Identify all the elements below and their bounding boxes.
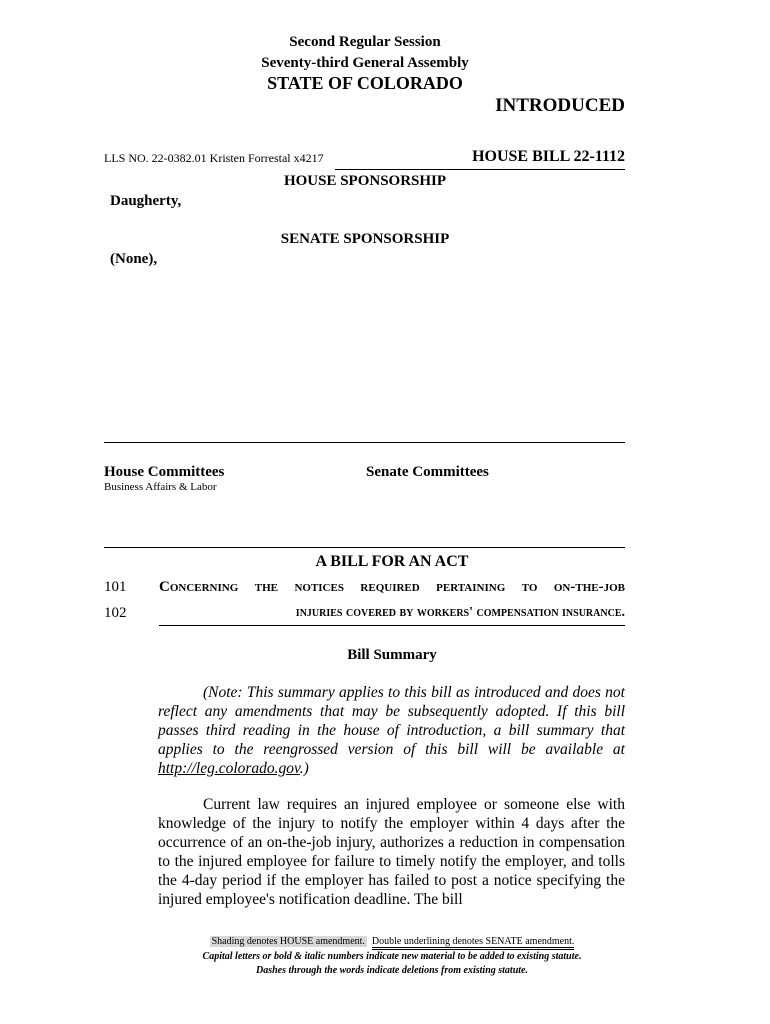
leg-colorado-link[interactable]: http://leg.colorado.gov — [158, 760, 300, 777]
senate-sponsorship-heading: SENATE SPONSORSHIP — [280, 231, 450, 247]
bill-title-line: Concerning the notices required pertaining to on-the-job — [159, 579, 625, 595]
bill-title-line: injuries covered by workers' compensation insurance. — [295, 605, 625, 620]
house-shading-note: Shading denotes HOUSE amendment. — [211, 936, 365, 947]
line-number: 101 — [104, 579, 127, 595]
house-committees-heading: House Committees — [104, 464, 225, 480]
footer-new-material-note: Capital letters or bold & italic numbers indicate new material to be added to existing statute. — [202, 951, 582, 962]
bill-heading: A BILL FOR AN ACT — [315, 553, 469, 570]
assembly-label: Seventy-third General Assembly — [261, 55, 469, 71]
house-sponsor: Daugherty, — [110, 193, 182, 209]
house-sponsorship-heading: HOUSE SPONSORSHIP — [283, 173, 447, 189]
title-underline — [159, 625, 625, 626]
summary-note-end: .) — [299, 760, 309, 777]
senate-sponsor: (None), — [110, 251, 158, 267]
senate-committees-heading: Senate Committees — [366, 464, 489, 480]
summary-note — [158, 683, 625, 778]
bill-number: HOUSE BILL 22-1112 — [472, 148, 625, 165]
line-number: 102 — [104, 605, 127, 621]
footer-legend — [0, 936, 770, 947]
divider — [104, 442, 625, 443]
lls-number: LLS NO. 22-0382.01 Kristen Forrestal x4217 — [104, 151, 324, 165]
introduced-status: INTRODUCED — [495, 95, 625, 116]
footer-deletion-note: Dashes through the words indicate deletions from existing statute. — [256, 965, 528, 976]
senate-underline-note: Double underlining denotes SENATE amendment. — [372, 936, 574, 950]
house-committee-item: Business Affairs & Labor — [104, 481, 217, 493]
summary-note-text: (Note: This summary applies to this bill as introduced and does not reflect any amendments that may be subsequently adopted. If this bill passes third reading in the house of introduction, a bill summary that applies to the reengrossed version of this bill will be available at — [158, 684, 625, 758]
summary-body: Current law requires an injured employee or someone else with knowledge of the injury to notify the employer within 4 days after the occurrence of an on-the-job injury, authorizes a reduction in compensation to the injured employee for failure to timely notify the employer, and tolls the 4-day period if the employer has failed to post a notice specifying the injured employee's notification deadline. The bill — [158, 796, 625, 908]
bill-summary-heading: Bill Summary — [347, 647, 437, 663]
divider — [335, 169, 625, 170]
state-title: STATE OF COLORADO — [267, 73, 463, 93]
divider — [104, 547, 625, 548]
session-label: Second Regular Session — [289, 34, 441, 50]
